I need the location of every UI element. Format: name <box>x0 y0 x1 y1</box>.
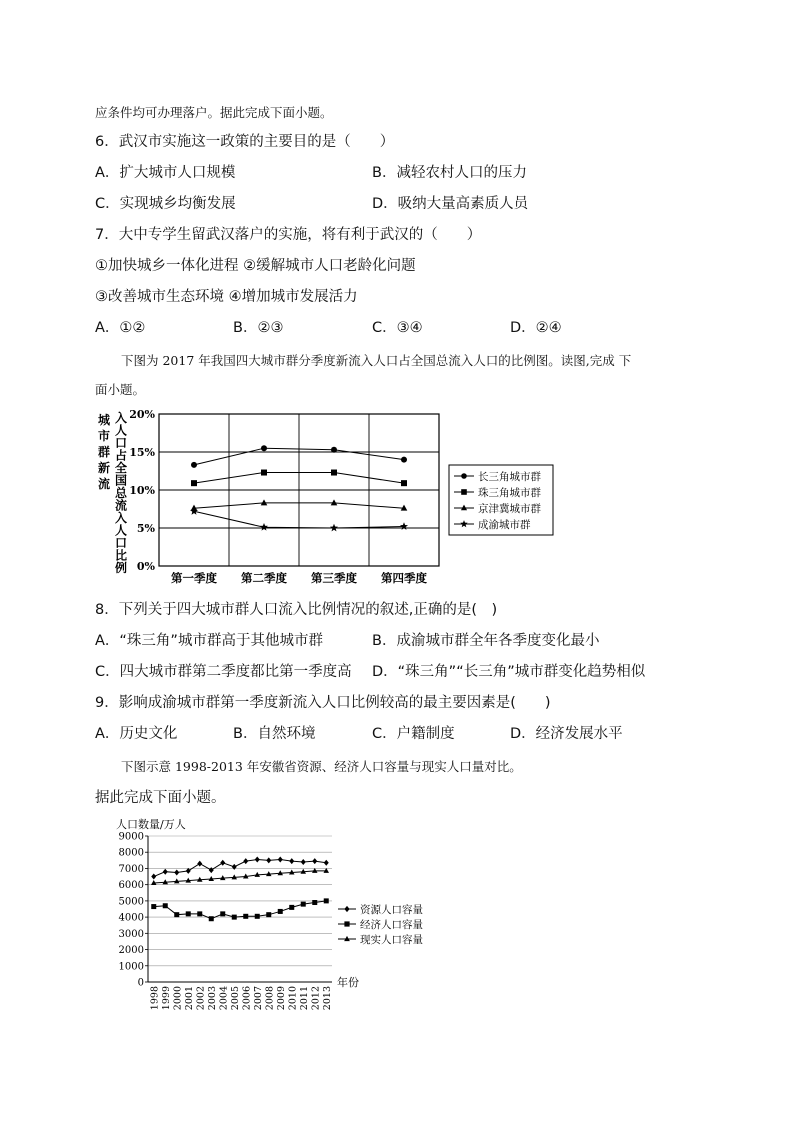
legend-label: 成渝城市群 <box>478 519 531 531</box>
data-point <box>243 858 248 864</box>
legend-marker <box>461 489 467 495</box>
data-point <box>197 861 202 867</box>
y-tick-label: 4000 <box>118 912 144 924</box>
q9-option-b: B．自然环境 <box>233 726 316 742</box>
question-6-stem: 6．武汉市实施这一政策的主要目的是（ ） <box>95 134 395 150</box>
data-point <box>197 911 202 916</box>
legend-marker <box>344 921 349 926</box>
q7-option-b: B．②③ <box>233 320 284 336</box>
x-tick-label: 2007 <box>252 986 264 1011</box>
x-axis-title: 年份 <box>337 976 359 989</box>
passage-3-line-1: 下图示意 1998-2013 年安徽省资源、经济人口容量与现实人口量对比。 <box>121 759 522 774</box>
x-tick-label: 2004 <box>218 986 230 1011</box>
passage-3-line-2: 据此完成下面小题。 <box>95 790 226 806</box>
question-7-stem: 7．大中专学生留武汉落户的实施，将有利于武汉的（ ） <box>95 227 482 243</box>
q9-option-c: C．户籍制度 <box>372 726 455 742</box>
data-point <box>232 864 237 870</box>
data-point <box>186 868 191 874</box>
data-point <box>266 912 271 917</box>
y-tick-label: 0% <box>136 560 155 573</box>
x-tick-label: 第三季度 <box>311 571 357 585</box>
data-point <box>151 874 156 880</box>
anhui-population-chart <box>110 815 450 1020</box>
data-point <box>331 447 337 453</box>
data-point <box>289 905 294 910</box>
data-point <box>401 480 407 486</box>
y-tick-label: 0 <box>137 977 144 989</box>
q6-option-b: B．减轻农村人口的压力 <box>372 165 527 181</box>
x-tick-label: 1998 <box>149 986 161 1011</box>
intro-tail: 应条件均可办理落户。据此完成下面小题。 <box>95 105 333 120</box>
q7-statement-2: ③改善城市生态环境 ④增加城市发展活力 <box>95 289 358 305</box>
data-point <box>220 911 225 916</box>
data-point <box>220 860 225 866</box>
data-point <box>174 912 179 917</box>
q8-option-d: D．“珠三角”“长三角”城市群变化趋势相似 <box>372 664 646 680</box>
x-tick-label: 2012 <box>310 986 322 1011</box>
y-tick-label: 9000 <box>118 831 144 843</box>
data-point <box>289 858 294 864</box>
legend-marker <box>344 936 350 941</box>
series-line-1 <box>154 860 327 877</box>
legend-label: 长三角城市群 <box>478 471 541 483</box>
y-axis-label <box>98 410 128 575</box>
question-8-stem: 8．下列关于四大城市群人口流入比例情况的叙述,正确的是( ) <box>95 602 498 618</box>
x-tick-label: 2001 <box>183 986 195 1011</box>
q6-option-a: A．扩大城市人口规模 <box>95 165 236 181</box>
legend-label: 经济人口容量 <box>360 919 423 931</box>
data-point <box>186 911 191 916</box>
quarterly-inflow-chart <box>92 408 562 590</box>
x-tick-label: 2003 <box>206 986 218 1011</box>
q8-option-c: C．四大城市群第二季度都比第一季度高 <box>95 664 352 680</box>
data-point <box>331 470 337 476</box>
data-point <box>278 857 283 863</box>
data-point <box>331 499 338 505</box>
x-tick-label: 第四季度 <box>381 571 427 585</box>
x-tick-label: 2010 <box>287 986 299 1011</box>
legend-label: 京津冀城市群 <box>478 503 541 515</box>
legend-label: 资源人口容量 <box>360 904 423 916</box>
data-point <box>260 523 268 531</box>
y-tick-label: 6000 <box>118 880 144 892</box>
question-9-stem: 9．影响成渝城市群第一季度新流入人口比例较高的最主要因素是( ) <box>95 695 551 711</box>
legend-marker <box>344 906 349 912</box>
y-tick-label: 8000 <box>118 847 144 859</box>
data-point <box>232 915 237 920</box>
data-point <box>301 859 306 865</box>
data-point <box>312 900 317 905</box>
passage-2-line-2: 面小题。 <box>95 382 146 397</box>
data-point <box>174 870 179 876</box>
data-point <box>324 898 329 903</box>
data-point <box>151 904 156 909</box>
y-axis-title: 人口数量/万人 <box>116 818 186 831</box>
data-point <box>261 499 268 505</box>
data-point <box>191 462 197 468</box>
data-point <box>312 858 317 864</box>
data-point <box>400 522 408 530</box>
y-tick-label: 1000 <box>118 961 144 973</box>
y-tick-label: 20% <box>129 408 155 421</box>
q7-option-d: D．②④ <box>510 320 562 336</box>
x-tick-label: 第一季度 <box>171 571 217 585</box>
q8-option-a: A．“珠三角”城市群高于其他城市群 <box>95 633 323 649</box>
y-tick-label: 15% <box>129 446 155 459</box>
y-tick-label: 10% <box>129 484 155 497</box>
data-point <box>243 914 248 919</box>
y-tick-label: 2000 <box>118 945 144 957</box>
series-line-2 <box>154 901 327 919</box>
svg-text:入人口占全国总流入人口比例: 入人口占全国总流入人口比例 <box>115 411 128 575</box>
x-tick-label: 2002 <box>195 986 207 1011</box>
q8-option-b: B．成渝城市群全年各季度变化最小 <box>372 633 600 649</box>
data-point <box>324 860 329 866</box>
data-point <box>255 857 260 863</box>
data-point <box>401 457 407 463</box>
data-point <box>209 867 214 873</box>
x-tick-label: 2005 <box>229 986 241 1011</box>
q6-option-c: C．实现城乡均衡发展 <box>95 196 236 212</box>
x-tick-label: 2011 <box>298 986 310 1011</box>
q7-statement-1: ①加快城乡一体化进程 ②缓解城市人口老龄化问题 <box>95 258 416 274</box>
data-point <box>163 869 168 875</box>
data-point <box>278 909 283 914</box>
data-point <box>261 445 267 451</box>
data-point <box>330 524 338 532</box>
legend-label: 现实人口容量 <box>360 934 423 946</box>
data-point <box>209 916 214 921</box>
x-tick-label: 2008 <box>264 986 276 1011</box>
x-tick-label: 2000 <box>172 986 184 1011</box>
q9-option-d: D．经济发展水平 <box>510 726 623 742</box>
data-point <box>255 914 260 919</box>
y-tick-label: 5000 <box>118 896 144 908</box>
q7-option-a: A．①② <box>95 320 146 336</box>
x-tick-label: 2013 <box>321 986 333 1011</box>
y-tick-label: 3000 <box>118 928 144 940</box>
passage-2-line-1: 下图为 2017 年我国四大城市群分季度新流入人口占全国总流入人口的比例图。读图,完成 下 <box>121 353 632 368</box>
y-tick-label: 7000 <box>118 863 144 875</box>
q6-option-d: D．吸纳大量高素质人员 <box>372 196 529 212</box>
y-tick-label: 5% <box>136 522 155 535</box>
x-tick-label: 2009 <box>275 986 287 1011</box>
legend-label: 珠三角城市群 <box>478 487 541 499</box>
data-point <box>191 480 197 486</box>
x-tick-label: 2006 <box>241 986 253 1011</box>
q9-option-a: A．历史文化 <box>95 726 178 742</box>
x-tick-label: 第二季度 <box>241 571 287 585</box>
legend-marker <box>461 473 467 479</box>
svg-text:城市群新流: 城市群新流 <box>98 413 111 491</box>
x-tick-label: 1999 <box>160 986 172 1011</box>
data-point <box>261 470 267 476</box>
data-point <box>301 902 306 907</box>
data-point <box>266 857 271 863</box>
data-point <box>163 903 168 908</box>
series-line-3 <box>154 871 327 883</box>
q7-option-c: C．③④ <box>372 320 423 336</box>
